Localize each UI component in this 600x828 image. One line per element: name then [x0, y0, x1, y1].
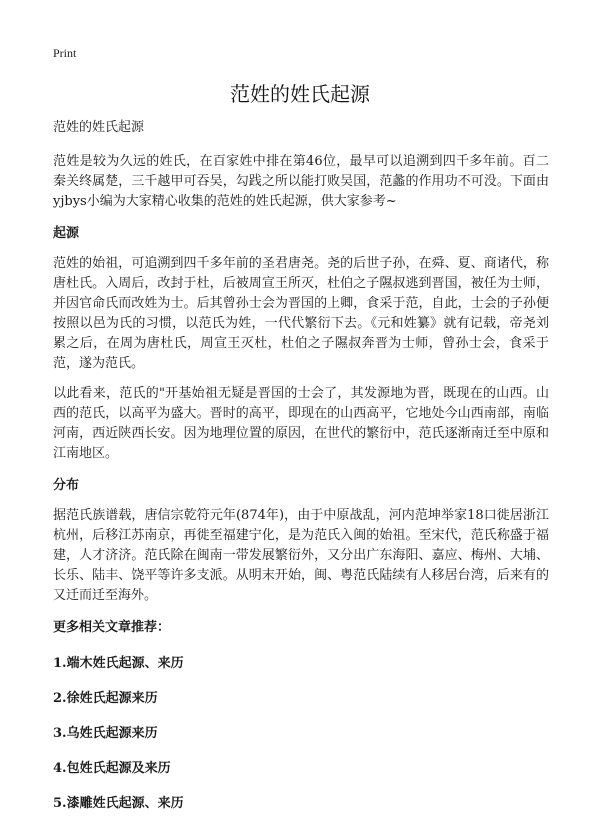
origin-paragraph-1: 范姓的始祖，可追溯到四千多年前的圣君唐尧。尧的后世子孙，在舜、夏、商诸代，称唐杜氏。入周后，改封于杜，后被周宣王所灭，杜伯之子隰叔逃到晋国，被任为士师，并因官命氏而改姓为士。后其曾孙士会为晋国的上卿，食采于范，自此，士会的子孙便按照以邑为氏的习惯，以范氏为姓，一代代繁衍下去。《元和姓纂》就有记载，帝尧刘累之后，在周为唐杜氏，周宣王灭杜，杜伯之子隰叔奔晋为士师，曾孙士会，食采于范，遂为范氏。 — [53, 256, 549, 371]
related-article-link-2[interactable]: 2.徐姓氏起源来历 — [53, 691, 158, 706]
list-item — [53, 792, 549, 814]
related-article-link-3[interactable]: 3.乌姓氏起源来历 — [53, 726, 158, 741]
related-article-link-5[interactable]: 5.漆雕姓氏起源、来历 — [53, 796, 184, 811]
list-item — [53, 687, 549, 709]
article-subtitle: 范姓的姓氏起源 — [53, 120, 145, 135]
page-title: 范姓的姓氏起源 — [230, 82, 370, 106]
related-articles-heading: 更多相关文章推荐： — [53, 620, 171, 635]
origin-paragraph-2: 以此看来，范氏的"开基始祖无疑是晋国的士会了，其发源地为晋，既现在的山西。山西的范氏，以高平为盛大。晋时的高平，即现在的山西高平，它地处今山西南部，南临河南，西近陕西长安。因为地理位置的原因，在世代的繁衍中，范氏逐渐南迁至中原和江南地区。 — [53, 386, 549, 461]
section-heading-origin: 起源 — [53, 226, 80, 241]
article-body — [53, 118, 549, 827]
list-item — [53, 722, 549, 744]
list-item — [53, 757, 549, 779]
related-articles-list — [53, 652, 549, 814]
section-heading-distribution: 分布 — [53, 478, 80, 493]
list-item — [53, 652, 549, 674]
related-article-link-4[interactable]: 4.包姓氏起源及来历 — [53, 761, 171, 776]
distribution-paragraph: 据范氏族谱载，唐信宗乾符元年(874年)，由于中原战乱，河内范坤举家18口徙居浙江杭州，后移江苏南京，再徙至福建宁化，是为范氏入闽的始祖。至宋代，范氏称盛于福建，人才济济。范氏除在闽南一带发展繁衍外，又分出广东海阳、嘉应、梅州、大埔、长乐、陆丰、饶平等许多支派。从明末开始，闽、粤范氏陆续有人移居台湾，后来有的又迁而迁至海外。 — [53, 508, 549, 603]
related-article-link-1[interactable]: 1.端木姓氏起源、来历 — [53, 656, 184, 671]
print-link[interactable]: Print — [53, 46, 77, 60]
intro-paragraph: 范姓是较为久远的姓氏，在百家姓中排在第46位，最早可以追溯到四千多年前。百二秦关终属楚，三千越甲可吞吴，勾践之所以能打败吴国，范蠡的作用功不可没。下面由yjbys小编为大家精心收集的范姓的姓氏起源，供大家参考~ — [53, 154, 549, 209]
